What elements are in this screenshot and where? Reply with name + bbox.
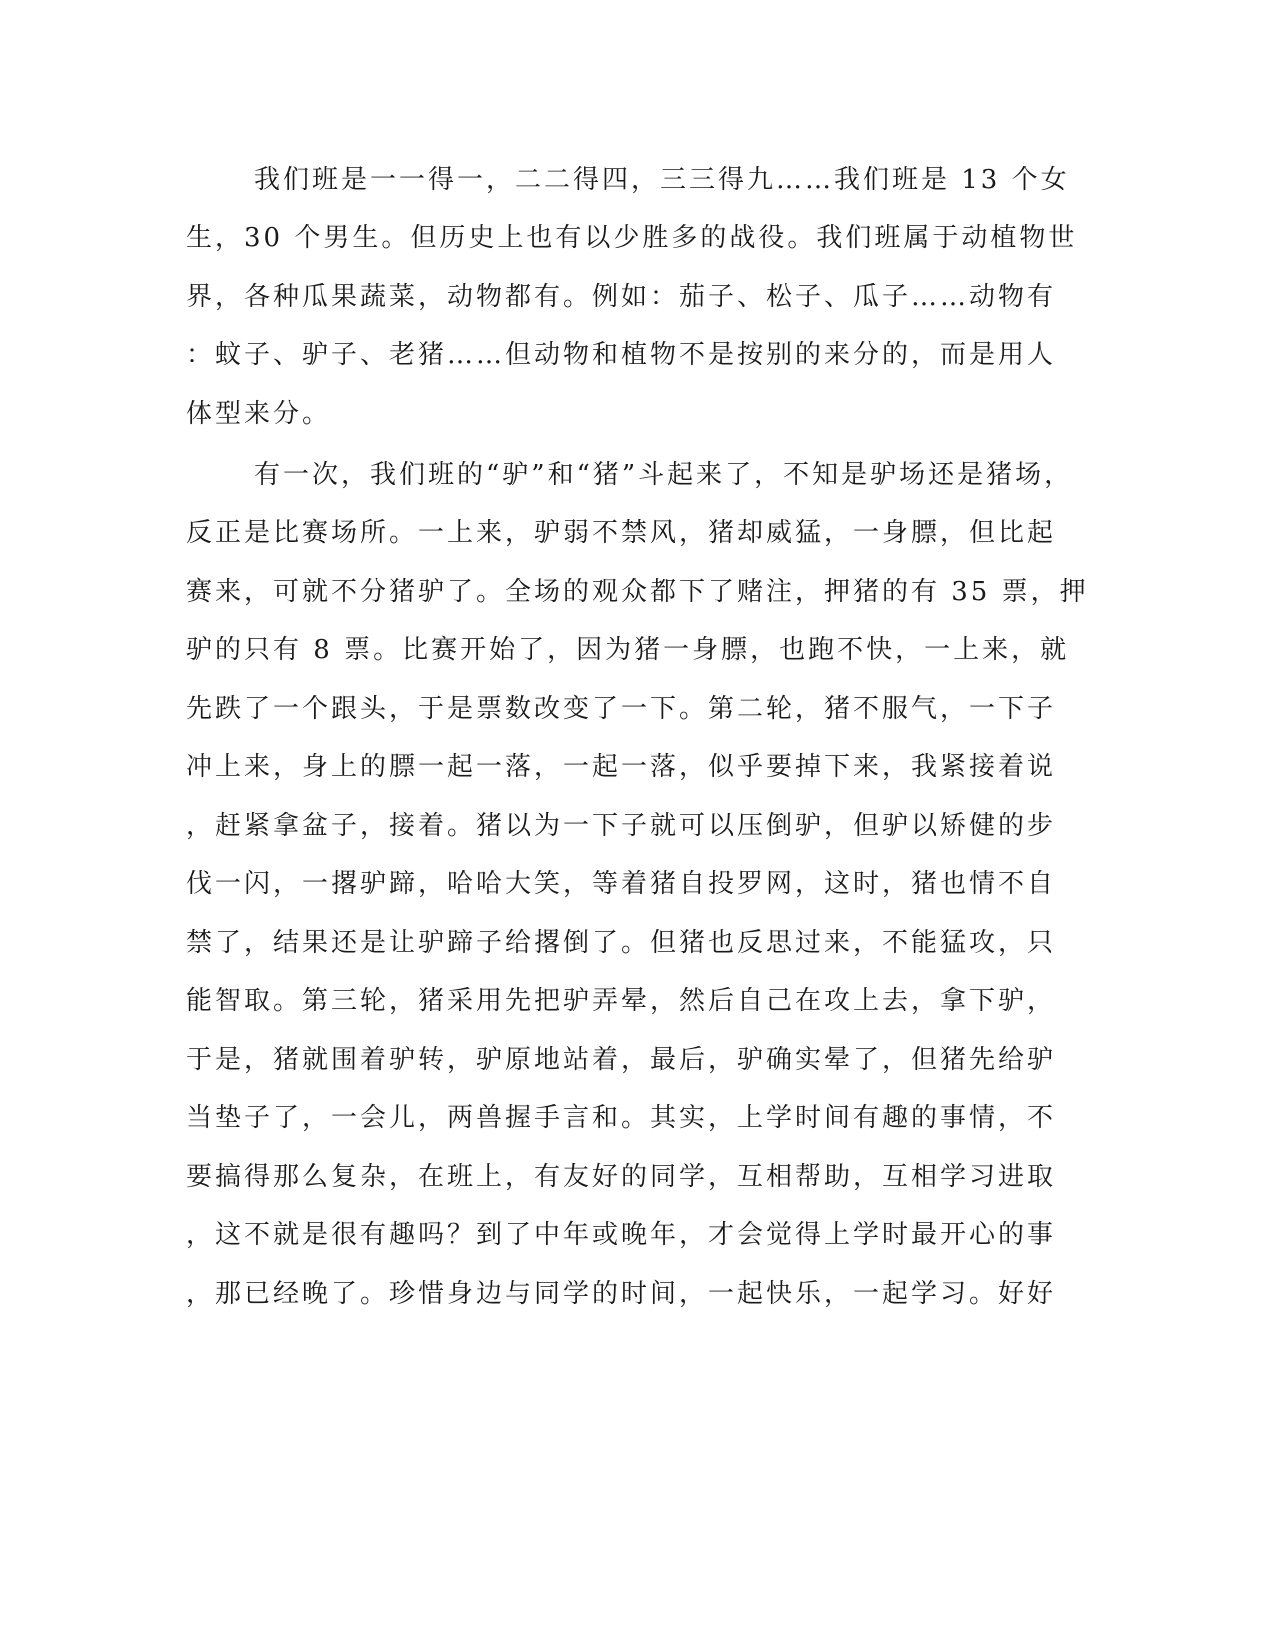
text-line: ，那已经晚了。珍惜身边与同学的时间，一起快乐，一起学习。好好 (186, 1279, 1057, 1309)
text-line: 赛来，可就不分猪驴了。全场的观众都下了赌注，押猪的有 35 票，押 (186, 577, 1089, 607)
text-line: ，赶紧拿盆子，接着。猪以为一下子就可以压倒驴，但驴以矫健的步 (186, 811, 1057, 841)
text-line: ，这不就是很有趣吗？到了中年或晚年，才会觉得上学时最开心的事 (186, 1220, 1057, 1250)
text-line: 禁了，结果还是让驴蹄子给撂倒了。但猪也反思过来，不能猛攻，只 (186, 928, 1057, 958)
text-line: 于是，猪就围着驴转，驴原地站着，最后，驴确实晕了，但猪先给驴 (186, 1045, 1057, 1075)
text-line: 驴的只有 8 票。比赛开始了，因为猪一身膘，也跑不快，一上来，就 (186, 635, 1070, 665)
text-line: 当垫子了，一会儿，两兽握手言和。其实，上学时间有趣的事情，不 (186, 1103, 1057, 1133)
text-line: 界，各种瓜果蔬菜，动物都有。例如：茄子、松子、瓜子……动物有 (186, 282, 1057, 312)
text-line: 要搞得那么复杂，在班上，有友好的同学，互相帮助，互相学习进取 (186, 1162, 1057, 1192)
text-line: 冲上来，身上的膘一起一落，一起一落，似乎要掉下来，我紧接着说 (186, 752, 1057, 782)
text-line: 有一次，我们班的“驴”和“猪”斗起来了，不知是驴场还是猪场， (254, 460, 1074, 490)
text-line: ：蚊子、驴子、老猪……但动物和植物不是按别的来分的，而是用人 (186, 340, 1057, 370)
text-line: 能智取。第三轮，猪采用先把驴弄晕，然后自己在攻上去，拿下驴， (186, 986, 1057, 1016)
text-line: 先跌了一个跟头，于是票数改变了一下。第二轮，猪不服气，一下子 (186, 694, 1057, 724)
text-line: 反正是比赛场所。一上来，驴弱不禁风，猪却威猛，一身膘，但比起 (186, 518, 1057, 548)
text-line: 体型来分。 (186, 399, 332, 429)
text-line: 生，30 个男生。但历史上也有以少胜多的战役。我们班属于动植物世 (186, 223, 1078, 253)
text-line: 伐一闪，一撂驴蹄，哈哈大笑，等着猪自投罗网，这时，猪也情不自 (186, 869, 1057, 899)
text-line: 我们班是一一得一，二二得四，三三得九……我们班是 13 个女 (254, 165, 1070, 195)
